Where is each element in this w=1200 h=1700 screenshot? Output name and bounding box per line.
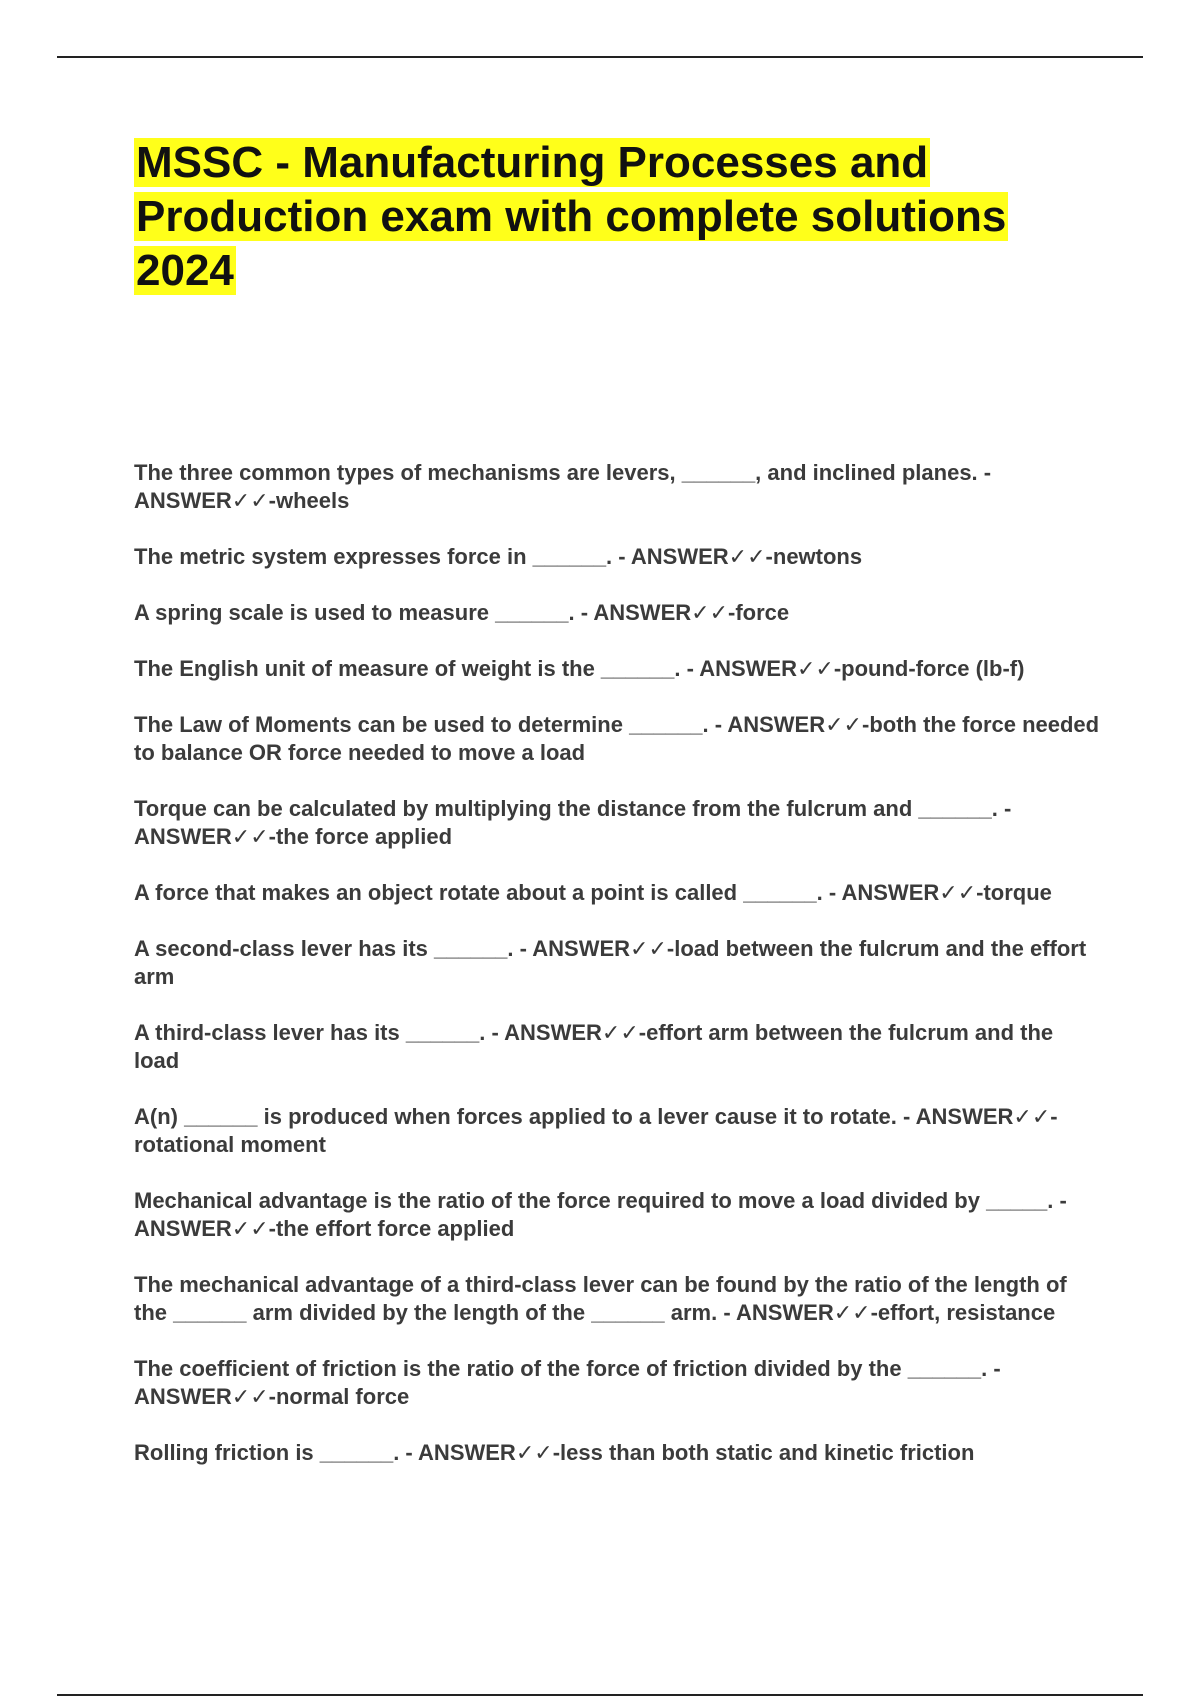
question-text: A second-class lever has its ______. (134, 936, 514, 961)
answer-text: newtons (772, 544, 863, 569)
question-text: Mechanical advantage is the ratio of the force required to move a load divided by _____. (134, 1188, 1054, 1213)
answer-separator: - ANSWER✓✓- (134, 1188, 1067, 1241)
qa-item (134, 655, 1100, 683)
qa-item (134, 1355, 1100, 1411)
question-text: A third-class lever has its ______. (134, 1020, 486, 1045)
answer-separator: - ANSWER✓✓- (680, 656, 842, 681)
answer-separator: - ANSWER✓✓- (896, 1104, 1058, 1129)
answer-text: the effort force applied (275, 1216, 515, 1241)
question-text: The Law of Moments can be used to determine ______. (134, 712, 709, 737)
answer-separator: - ANSWER✓✓- (708, 712, 870, 737)
qa-item (134, 1019, 1100, 1075)
answer-text: load between the fulcrum and the effort arm (134, 936, 1087, 989)
qa-item (134, 599, 1100, 627)
qa-item (134, 935, 1100, 991)
answer-separator: - ANSWER✓✓- (513, 936, 675, 961)
document-title (134, 136, 1094, 298)
qa-item (134, 795, 1100, 851)
question-answer-list (134, 459, 1100, 1495)
question-text: The three common types of mechanisms are levers, ______, and inclined planes. (134, 460, 978, 485)
qa-item (134, 543, 1100, 571)
bottom-divider (57, 1694, 1143, 1696)
answer-separator: - ANSWER✓✓- (574, 600, 736, 625)
answer-text: wheels (275, 488, 350, 513)
question-text: The coefficient of friction is the ratio of the force of friction divided by the ______. (134, 1356, 988, 1381)
answer-separator: - ANSWER✓✓- (822, 880, 984, 905)
question-text: Rolling friction is ______. (134, 1440, 400, 1465)
answer-text: pound-force (lb-f) (841, 656, 1025, 681)
question-text: A(n) ______ is produced when forces applied to a lever cause it to rotate. (134, 1104, 897, 1129)
qa-item (134, 1271, 1100, 1327)
answer-separator: - ANSWER✓✓- (717, 1300, 878, 1325)
answer-separator: - ANSWER✓✓- (612, 544, 773, 569)
answer-text: rotational moment (134, 1132, 326, 1157)
question-text: The mechanical advantage of a third-class lever can be found by the ratio of the length of the ______ arm divided by the length of the ______ arm. (134, 1272, 1067, 1325)
answer-text: effort arm between the fulcrum and the load (134, 1020, 1054, 1073)
qa-item (134, 1187, 1100, 1243)
answer-text: the force applied (275, 824, 453, 849)
question-text: The English unit of measure of weight is the ______. (134, 656, 681, 681)
question-text: Torque can be calculated by multiplying the distance from the fulcrum and ______. (134, 796, 998, 821)
question-text: A spring scale is used to measure ______. (134, 600, 575, 625)
question-text: The metric system expresses force in ______. (134, 544, 613, 569)
answer-separator: - ANSWER✓✓- (399, 1440, 561, 1465)
answer-text: torque (983, 880, 1052, 905)
document-title-text: MSSC - Manufacturing Processes and Production exam with complete solutions 2024 (136, 138, 1007, 295)
answer-separator: - ANSWER✓✓- (134, 1356, 1001, 1409)
qa-item (134, 1103, 1100, 1159)
answer-separator: - ANSWER✓✓- (134, 460, 992, 513)
qa-item (134, 1439, 1100, 1467)
answer-text: force (735, 600, 790, 625)
answer-text: both the force needed to balance OR force needed to move a load (134, 712, 1100, 765)
answer-separator: - ANSWER✓✓- (134, 796, 1012, 849)
question-text: A force that makes an object rotate about a point is called ______. (134, 880, 823, 905)
answer-text: less than both static and kinetic friction (560, 1440, 975, 1465)
qa-item (134, 459, 1100, 515)
answer-text: normal force (275, 1384, 410, 1409)
answer-text: effort, resistance (877, 1300, 1056, 1325)
answer-separator: - ANSWER✓✓- (485, 1020, 647, 1045)
top-divider (57, 56, 1143, 58)
qa-item (134, 711, 1100, 767)
qa-item (134, 879, 1100, 907)
